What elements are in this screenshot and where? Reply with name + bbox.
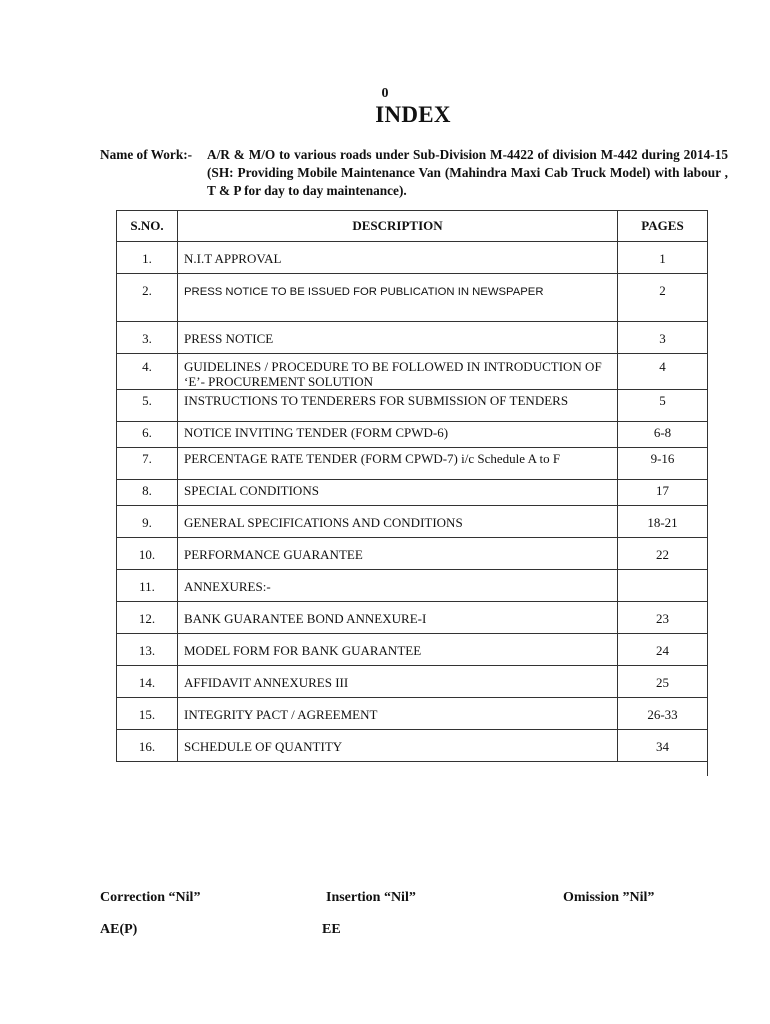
header-sno: S.NO. bbox=[117, 211, 178, 242]
row-description: BANK GUARANTEE BOND ANNEXURE-I bbox=[178, 602, 618, 634]
name-of-work bbox=[100, 146, 728, 200]
row-sno: 16. bbox=[117, 730, 178, 762]
row-description: N.I.T APPROVAL bbox=[178, 242, 618, 274]
table-row bbox=[117, 354, 708, 390]
table-row bbox=[117, 390, 708, 422]
table-row bbox=[117, 570, 708, 602]
row-description: INSTRUCTIONS TO TENDERERS FOR SUBMISSION OF TENDERS bbox=[178, 390, 618, 422]
table-row bbox=[117, 698, 708, 730]
row-sno: 8. bbox=[117, 480, 178, 506]
row-description: AFFIDAVIT ANNEXURES III bbox=[178, 666, 618, 698]
table-row bbox=[117, 274, 708, 322]
row-sno: 1. bbox=[117, 242, 178, 274]
ae-signature-label: AE(P) bbox=[100, 922, 138, 937]
row-pages: 34 bbox=[618, 730, 708, 762]
row-pages: 4 bbox=[618, 354, 708, 390]
row-description: PRESS NOTICE TO BE ISSUED FOR PUBLICATION IN NEWSPAPER bbox=[178, 274, 618, 322]
row-pages bbox=[618, 570, 708, 602]
row-sno: 13. bbox=[117, 634, 178, 666]
row-description: NOTICE INVITING TENDER (FORM CPWD-6) bbox=[178, 422, 618, 448]
table-border-tail bbox=[707, 758, 708, 776]
row-pages: 24 bbox=[618, 634, 708, 666]
table-row bbox=[117, 634, 708, 666]
row-sno: 4. bbox=[117, 354, 178, 390]
table-row bbox=[117, 730, 708, 762]
row-description: PRESS NOTICE bbox=[178, 322, 618, 354]
row-pages: 3 bbox=[618, 322, 708, 354]
table-row bbox=[117, 506, 708, 538]
table-header-row bbox=[117, 211, 708, 242]
row-sno: 6. bbox=[117, 422, 178, 448]
name-of-work-text: A/R & M/O to various roads under Sub-Division M-4422 of division M-442 during 2014-15 (SH: Providing Mobile Maintenance Van (Mahindra Maxi Cab Truck Model) with labour , T & P for day to day maintenance). bbox=[207, 147, 728, 198]
omission-note: Omission ”Nil” bbox=[563, 890, 655, 905]
page-title: INDEX bbox=[375, 102, 451, 127]
correction-note: Correction “Nil” bbox=[100, 890, 201, 905]
row-description: GUIDELINES / PROCEDURE TO BE FOLLOWED IN INTRODUCTION OF ‘E’- PROCUREMENT SOLUTION bbox=[178, 354, 618, 390]
row-sno: 9. bbox=[117, 506, 178, 538]
page-number: 0 bbox=[381, 86, 389, 101]
name-of-work-label: Name of Work:- bbox=[100, 147, 193, 162]
row-pages: 5 bbox=[618, 390, 708, 422]
table-row bbox=[117, 322, 708, 354]
header-description: DESCRIPTION bbox=[178, 211, 618, 242]
row-description: GENERAL SPECIFICATIONS AND CONDITIONS bbox=[178, 506, 618, 538]
row-description: PERCENTAGE RATE TENDER (FORM CPWD-7) i/c Schedule A to F bbox=[178, 448, 618, 480]
row-description: MODEL FORM FOR BANK GUARANTEE bbox=[178, 634, 618, 666]
table-row bbox=[117, 422, 708, 448]
row-pages: 18-21 bbox=[618, 506, 708, 538]
row-sno: 14. bbox=[117, 666, 178, 698]
row-pages: 17 bbox=[618, 480, 708, 506]
table-row bbox=[117, 242, 708, 274]
row-pages: 26-33 bbox=[618, 698, 708, 730]
row-sno: 7. bbox=[117, 448, 178, 480]
table-row bbox=[117, 448, 708, 480]
row-sno: 15. bbox=[117, 698, 178, 730]
row-description: PERFORMANCE GUARANTEE bbox=[178, 538, 618, 570]
ee-signature-label: EE bbox=[322, 922, 341, 937]
table-row bbox=[117, 480, 708, 506]
row-sno: 5. bbox=[117, 390, 178, 422]
row-pages: 23 bbox=[618, 602, 708, 634]
row-pages: 6-8 bbox=[618, 422, 708, 448]
row-pages: 9-16 bbox=[618, 448, 708, 480]
row-pages: 25 bbox=[618, 666, 708, 698]
row-pages: 22 bbox=[618, 538, 708, 570]
row-sno: 12. bbox=[117, 602, 178, 634]
row-sno: 11. bbox=[117, 570, 178, 602]
row-sno: 10. bbox=[117, 538, 178, 570]
row-pages: 1 bbox=[618, 242, 708, 274]
index-table bbox=[116, 210, 708, 762]
row-description: ANNEXURES:- bbox=[178, 570, 618, 602]
insertion-note: Insertion “Nil” bbox=[326, 890, 416, 905]
table-row bbox=[117, 666, 708, 698]
row-description: SCHEDULE OF QUANTITY bbox=[178, 730, 618, 762]
row-pages: 2 bbox=[618, 274, 708, 322]
row-description: INTEGRITY PACT / AGREEMENT bbox=[178, 698, 618, 730]
header-pages: PAGES bbox=[618, 211, 708, 242]
row-sno: 2. bbox=[117, 274, 178, 322]
row-description: SPECIAL CONDITIONS bbox=[178, 480, 618, 506]
table-row bbox=[117, 602, 708, 634]
row-sno: 3. bbox=[117, 322, 178, 354]
table-row bbox=[117, 538, 708, 570]
